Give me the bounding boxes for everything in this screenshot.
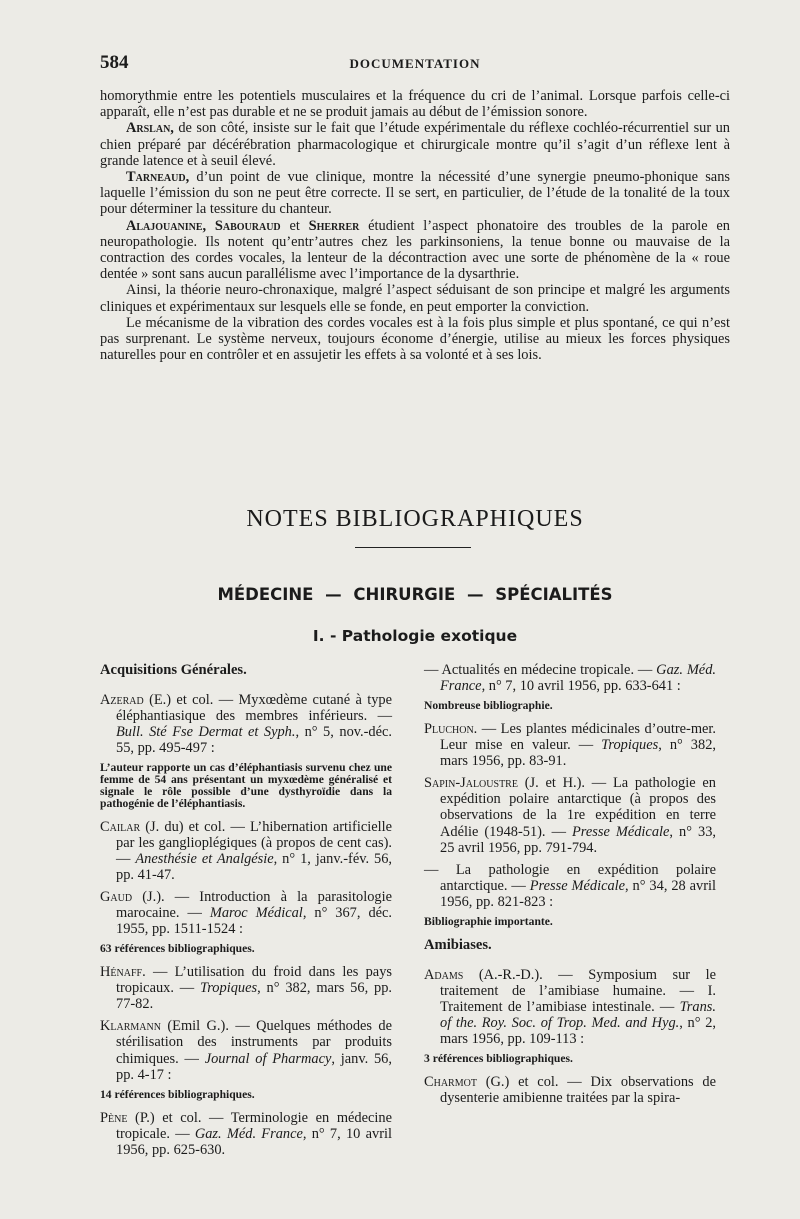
entry-author: Hénaff. (100, 964, 146, 981)
category-heading: Acquisitions Générales. (100, 662, 247, 678)
entry-note: 63 références bibliographiques. (100, 942, 255, 956)
right-column (424, 662, 716, 1112)
paragraph-6: Le mécanisme de la vibration des cordes vocales est à la fois plus simple et plus spontané, ce qui n’est pas surprenant. Le système nerveux, toujours économe d’énergie, utilise au mieux les forces physiques naturelles pour en contrôler et en assujetir les effets à sa volonté et à ses lois. (100, 314, 730, 364)
entry-reference: , n° 7, 10 avril 1956, pp. 625-630. (116, 1125, 392, 1158)
subsection-title: I. - Pathologie exotique (312, 627, 518, 645)
entry-reference: , janv. 56, pp. 4-17 : (116, 1050, 392, 1083)
running-head: DOCUMENTATION (349, 56, 481, 71)
entry-journal: Tropiques (601, 737, 659, 754)
entry-note: 14 références bibliographiques. (100, 1087, 255, 1101)
entry-author: Cailar (100, 818, 141, 835)
paragraph-5: Ainsi, la théorie neuro-chronaxique, malgré l’aspect séduisant de son principe et malgré les arguments cliniques et expérimentaux sur lesquels elle se fonde, en peut emporter la conviction. (100, 282, 730, 315)
entry-note: L’auteur rapporte un cas d’éléphantiasis survenu chez une femme de 54 ans présentant un myxœdème généralisé et signale le rôle possible d’une dysthyroïdie dans la pathogénie de l’éléphantiasis. (100, 761, 392, 810)
bib-entry (424, 967, 716, 1047)
author-name: Sabouraud (214, 217, 281, 234)
bib-entry (424, 775, 716, 855)
author-name: Arslan, (126, 120, 174, 137)
entry-journal: Maroc Médical (209, 905, 303, 922)
entry-reference: , n° 1, janv.-fév. 56, pp. 41-47. (116, 850, 392, 883)
left-column (100, 662, 392, 1164)
bib-entry (100, 1018, 392, 1082)
entry-text: — La pathologie en expédition polaire antarctique. — (424, 861, 716, 894)
bib-entry (100, 819, 392, 883)
bib-entry (100, 889, 392, 937)
entry-text: (A.-R.-D.). — Symposium sur le traitement de l’amibiase humaine. — I. Traitement de l’amibiase intestinale. — (440, 966, 716, 1016)
entry-text: (G.) et col. — Dix observations de dysenterie amibienne traitées par la spira- (440, 1074, 716, 1107)
author-name: Tarneaud, (126, 169, 190, 186)
bib-entry (100, 964, 392, 1012)
entry-author: Klarmann (100, 1018, 161, 1035)
entry-journal: Presse Médicale (529, 877, 626, 894)
entry-text: (J. et H.). — La pathologie en expédition polaire antarctique (à propos des observations de la 1re expédition en terre Adélie (1948-51). — (440, 775, 716, 840)
paragraph-2 (100, 120, 730, 169)
entry-journal: Gaz. Méd. France (440, 662, 716, 695)
bib-entry (100, 692, 392, 756)
entry-text: (J. du) et col. — L’hibernation artificielle par les ganglioplégiques (à propos de cent cas). — (116, 818, 392, 867)
entry-author: Azerad (100, 692, 144, 709)
author-name: Sherrer (308, 217, 360, 234)
conjunction: et (280, 217, 309, 234)
entry-author: Adams (424, 966, 464, 983)
paragraph-3 (100, 169, 730, 218)
entry-text: (E.) et col. — Myxœdème cutané à type éléphantiasique des membres inférieurs. — (116, 692, 392, 725)
page-number: 584 (100, 52, 129, 73)
page-header (100, 52, 730, 78)
entry-journal: Gaz. Méd. France (194, 1125, 303, 1142)
entry-reference: , n° 382, mars 1956, pp. 83-91. (440, 737, 716, 770)
category-heading: Amibiases. (424, 936, 492, 953)
entry-text: (Emil G.). — Quelques méthodes de stérilisation des instruments par produits chimiques. — (116, 1018, 392, 1067)
entry-journal: Journal of Pharmacy (204, 1050, 332, 1067)
entry-author: Gaud (100, 889, 133, 906)
entry-note: Nombreuse bibliographie. (424, 699, 553, 713)
entry-reference: , n° 382, mars 56, pp. 77-82. (116, 980, 392, 1013)
entry-reference: , n° 367, déc. 1955, pp. 1511-1524 : (116, 905, 393, 938)
body-text (100, 88, 730, 363)
entry-journal: Presse Médicale (572, 823, 670, 840)
bib-entry (424, 862, 716, 910)
entry-author: Charmot (424, 1074, 477, 1091)
entry-note: Bibliographie importante. (424, 915, 553, 929)
bib-entry (424, 1074, 716, 1106)
entry-author: Sapin-Jaloustre (424, 775, 518, 792)
entry-journal: Trans. of the. Roy. Soc. of Trop. Med. and Hyg. (440, 999, 716, 1032)
entry-reference: , n° 5, nov.-déc. 55, pp. 495-497 : (116, 724, 392, 757)
entry-text: (P.) et col. — Terminologie en médecine tropicale. — (116, 1109, 392, 1142)
entry-reference: , n° 2, mars 1956, pp. 109-113 : (440, 1015, 716, 1048)
entry-reference: , n° 33, 25 avril 1956, pp. 791-794. (440, 823, 717, 856)
entry-reference: , n° 34, 28 avril 1956, pp. 821-823 : (440, 877, 717, 910)
entry-reference: , n° 7, 10 avril 1956, pp. 633-641 : (481, 678, 681, 695)
entry-author: Pluchon. (424, 720, 478, 737)
entry-text: — Actualités en médecine tropicale. — (424, 662, 657, 678)
bib-entry (424, 721, 716, 769)
bib-entry (424, 662, 716, 694)
title-rule (355, 547, 471, 548)
section-title: MÉDECINE — CHIRURGIE — SPÉCIALITÉS (217, 585, 613, 604)
entry-journal: Tropiques (200, 980, 258, 997)
bib-entry (100, 1110, 392, 1158)
entry-text: (J.). — Introduction à la parasitologie marocaine. — (116, 889, 392, 922)
entry-text: — Les plantes médicinales d’outre-mer. Leur mise en valeur. — (440, 720, 716, 754)
author-name: Alajouanine, (126, 217, 207, 234)
entry-text: — L’utilisation du froid dans les pays tropicaux. — (116, 964, 392, 997)
paragraph-4 (100, 218, 730, 283)
paragraph-text: d’un point de vue clinique, montre la nécessité d’une synergie pneumo-phonique sans laquelle l’émission du son ne peut être correcte. Il se sert, en particulier, de l’étude de la tonalité de la toux pour déterminer la tessiture du chanteur. (100, 169, 730, 218)
entry-journal: Bull. Sté Fse Dermat et Syph. (116, 724, 296, 741)
paragraph-text: de son côté, insiste sur le fait que l’étude expérimentale du réflexe cochléo-récurrentiel sur un chien préparé par décérébration pharmacologique et chirurgicale montre qu’il s’agit d’un réflexe lent à grande latence et à seuil élevé. (100, 120, 730, 169)
entry-journal: Anesthésie et Analgésie (135, 850, 274, 867)
paragraph-1: homorythmie entre les potentiels musculaires et la fréquence du cri de l’animal. Lorsque parfois celle-ci apparaît, elle n’est pas durable et ne se produit jamais au début de l’émission sonore. (100, 88, 730, 121)
entry-note: 3 références bibliographiques. (424, 1052, 573, 1066)
notes-title: NOTES BIBLIOGRAPHIQUES (246, 506, 584, 532)
paragraph-text: étudient l’aspect phonatoire des troubles de la parole en neuropathologie. Ils notent qu’entr’autres chez les parkinsoniens, la tenue bonne ou mauvaise de la contraction des cordes vocales, la lenteur de la décontraction avec une sorte de phénomène de la « roue dentée » sont sans aucun parallélisme avec l’importance de la dysarthrie. (100, 217, 730, 283)
entry-author: Pène (100, 1109, 128, 1126)
